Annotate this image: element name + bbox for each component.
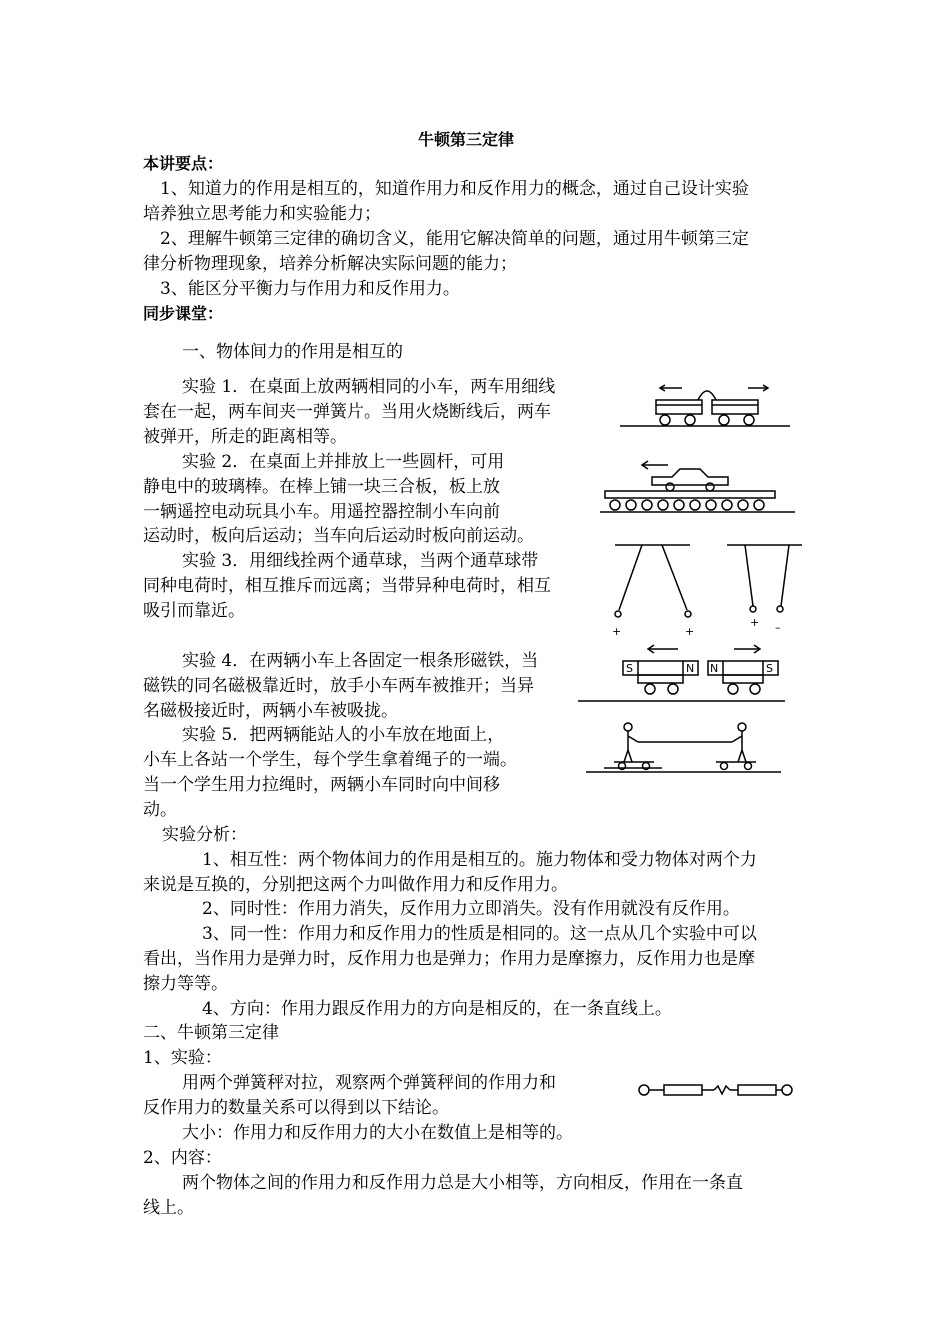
figure-magnet-carts [578, 643, 788, 708]
content-line2: 线上。 [143, 1198, 194, 1218]
spring-exp-line2: 反作用力的数量关系可以得到以下结论。 [143, 1098, 449, 1118]
analysis-2: 2、同时性：作用力消失，反作用力立即消失。没有作用就没有反作用。 [202, 899, 740, 919]
plus-label: + [612, 625, 622, 638]
magnet-pole-s: S [626, 662, 633, 675]
exp5-line1: 实验 5．把两辆能站人的小车放在地面上， [182, 725, 505, 745]
exp2-line1: 实验 2．在桌面上并排放上一些圆杆，可用 [182, 452, 505, 472]
plus-label: + [750, 616, 760, 629]
magnet-pole-n: N [686, 662, 695, 675]
analysis-4: 4、方向：作用力跟反作用力的方向是相反的，在一条直线上。 [202, 999, 672, 1019]
page-title: 牛顿第三定律 [418, 130, 515, 149]
sync-heading: 同步课堂： [143, 304, 224, 323]
analysis-1: 1、相互性：两个物体间力的作用是相互的。施力物体和受力物体对两个力 [202, 850, 757, 870]
key-point-2-cont: 律分析物理现象，培养分析解决实际问题的能力； [143, 254, 517, 274]
size-conclusion: 大小：作用力和反作用力的大小在数值上是相等的。 [182, 1123, 573, 1143]
exp3-line3: 吸引而靠近。 [143, 601, 245, 621]
analysis-heading: 实验分析： [162, 825, 247, 845]
content-line1: 两个物体之间的作用力和反作用力总是大小相等，方向相反，作用在一条直 [182, 1173, 743, 1193]
exp1-line1: 实验 1．在桌面上放两辆相同的小车，两车用细线 [182, 377, 556, 397]
exp3-line1: 实验 3．用细线拴两个通草球，当两个通草球带 [182, 551, 539, 571]
analysis-3: 3、同一性：作用力和反作用力的性质是相同的。这一点从几个实验中可以 [202, 924, 757, 944]
key-point-3: 3、能区分平衡力与作用力和反作用力。 [160, 279, 460, 299]
section2-heading: 二、牛顿第三定律 [143, 1023, 279, 1043]
key-point-1: 1、知道力的作用是相互的，知道作用力和反作用力的概念，通过自己设计实验 [160, 179, 749, 199]
exp2-line3: 一辆遥控电动玩具小车。用遥控器控制小车向前 [143, 502, 500, 522]
section2-sub2: 2、内容： [143, 1148, 222, 1168]
plus-label: + [685, 625, 695, 638]
section1-heading: 一、物体间力的作用是相互的 [182, 342, 403, 362]
key-point-1-cont: 培养独立思考能力和实验能力； [143, 204, 381, 224]
key-point-2: 2、理解牛顿第三定律的确切含义，能用它解决简单的问题，通过用牛顿第三定 [160, 229, 749, 249]
magnet-pole-n: N [710, 662, 719, 675]
analysis-1-cont: 来说是互换的，分别把这两个力叫做作用力和反作用力。 [143, 875, 568, 895]
exp5-line4: 动。 [143, 800, 177, 820]
analysis-3-end: 擦力等等。 [143, 974, 228, 994]
exp4-line2: 磁铁的同名磁极靠近时，放手小车两车被推开；当异 [143, 676, 534, 696]
minus-label: – [775, 621, 781, 634]
exp5-line3: 当一个学生用力拉绳时，两辆小车同时向中间移 [143, 775, 500, 795]
exp1-line2: 套在一起，两车间夹一弹簧片。当用火烧断线后，两车 [143, 402, 551, 422]
key-points-heading: 本讲要点： [143, 154, 224, 173]
figure-students-rope [576, 718, 786, 778]
section2-sub1: 1、实验： [143, 1048, 222, 1068]
exp3-line2: 同种电荷时，相互推斥而远离；当带异种电荷时，相互 [143, 576, 551, 596]
analysis-3-cont: 看出，当作用力是弹力时，反作用力也是弹力；作用力是摩擦力，反作用力也是摩 [143, 949, 755, 969]
magnet-pole-s: S [766, 662, 773, 675]
figure-pith-balls [605, 540, 805, 640]
exp5-line2: 小车上各站一个学生，每个学生拿着绳子的一端。 [143, 750, 517, 770]
figure-carts-spring [620, 380, 795, 430]
exp4-line3: 名磁极接近时，两辆小车被吸拢。 [143, 701, 398, 721]
exp4-line1: 实验 4．在两辆小车上各固定一根条形磁铁，当 [182, 651, 539, 671]
exp2-line2: 静电中的玻璃棒。在棒上铺一块三合板，板上放 [143, 477, 500, 497]
exp1-line3: 被弹开，所走的距离相等。 [143, 427, 347, 447]
figure-car-on-board [600, 455, 800, 517]
spring-exp-line1: 用两个弹簧秤对拉，观察两个弹簧秤间的作用力和 [182, 1073, 556, 1093]
figure-spring-scales [634, 1078, 794, 1102]
exp2-line4: 运动时，板向后运动；当车向后运动时板向前运动。 [143, 526, 534, 546]
